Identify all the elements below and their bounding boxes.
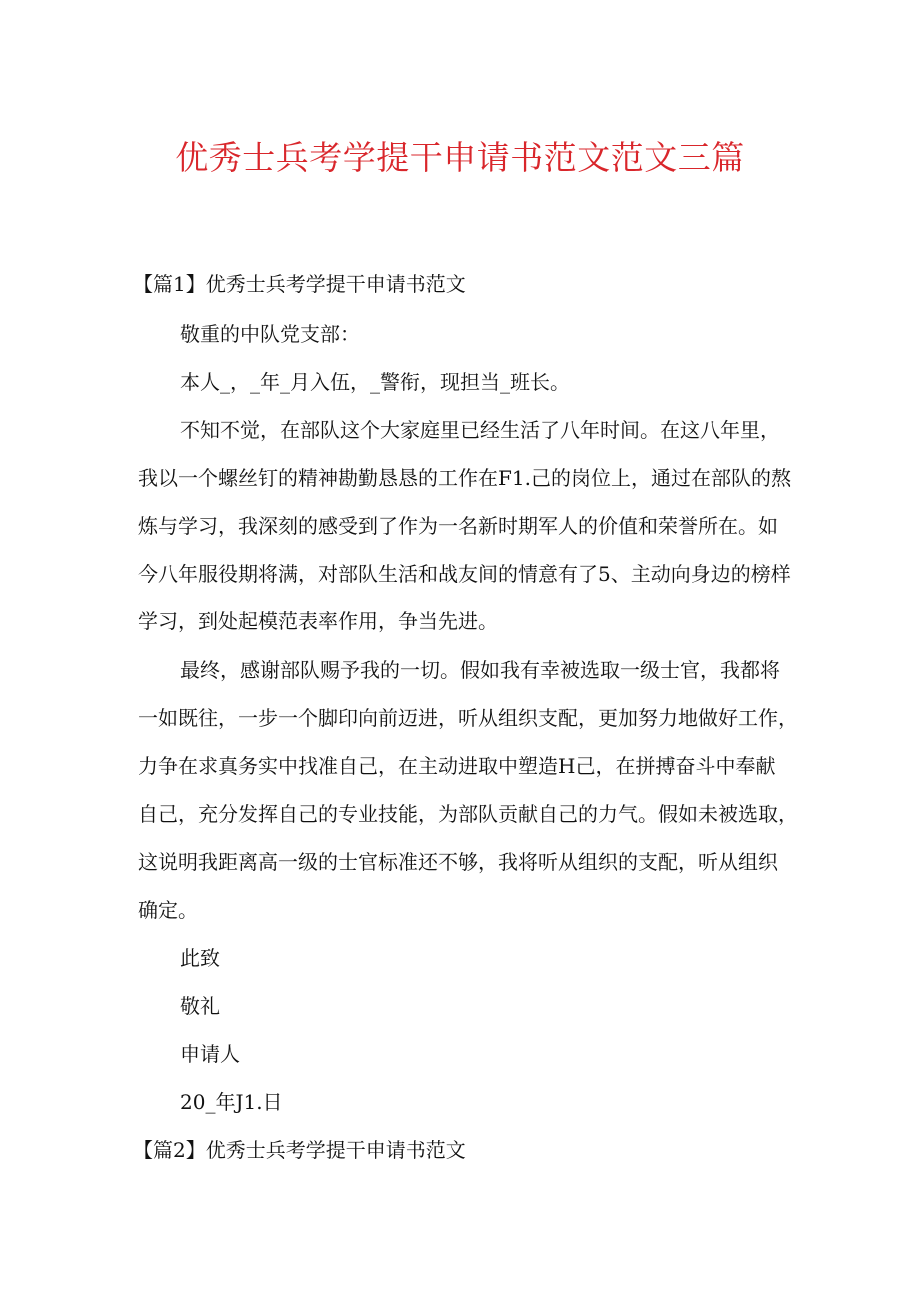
closing: 此致 — [180, 946, 220, 970]
paragraph1-line: 炼与学习，我深刻的感受到了作为一名新时期军人的价值和荣誉所在。如 — [138, 514, 778, 538]
intro-line: 本人_，_年_月入伍，_警衔，现担当_班长。 — [180, 370, 570, 394]
document-title: 优秀士兵考学提干申请书范文范文三篇 — [175, 138, 745, 177]
section-heading-1: 【篇1】优秀士兵考学提干申请书范文 — [133, 272, 466, 296]
paragraph2-line: 力争在求真务实中找准自己，在主动进取中塑造H己，在拼搏奋斗中奉献 — [138, 754, 776, 778]
paragraph2-line: 自己，充分发挥自己的专业技能，为部队贡献自己的力气。假如未被选取， — [138, 802, 798, 826]
date: 20_年J1.日 — [180, 1090, 283, 1114]
paragraph1-line: 我以一个螺丝钉的精神勘勤恳恳的工作在F1.己的岗位上，通过在部队的熬 — [138, 466, 791, 490]
signature: 申请人 — [180, 1042, 240, 1066]
paragraph1-line: 不知不觉，在部队这个大家庭里已经生活了八年时间。在这八年里， — [180, 418, 780, 442]
salutation: 敬重的中队党支部： — [180, 322, 360, 346]
regards: 敬礼 — [180, 994, 220, 1018]
paragraph2-line: 一如既往，一步一个脚印向前迈进，听从组织支配，更加努力地做好工作， — [138, 706, 798, 730]
paragraph1-line: 今八年服役期将满，对部队生活和战友间的情意有了5、主动向身边的榜样 — [138, 562, 791, 586]
paragraph2-line: 确定。 — [138, 898, 198, 922]
paragraph2-line: 这说明我距离高一级的士官标准还不够，我将听从组织的支配，听从组织 — [138, 850, 778, 874]
paragraph2-line: 最终，感谢部队赐予我的一切。假如我有幸被选取一级士官，我都将 — [180, 658, 780, 682]
paragraph1-line: 学习，到处起模范表率作用，争当先进。 — [138, 609, 498, 633]
section-heading-2: 【篇2】优秀士兵考学提干申请书范文 — [133, 1138, 466, 1162]
